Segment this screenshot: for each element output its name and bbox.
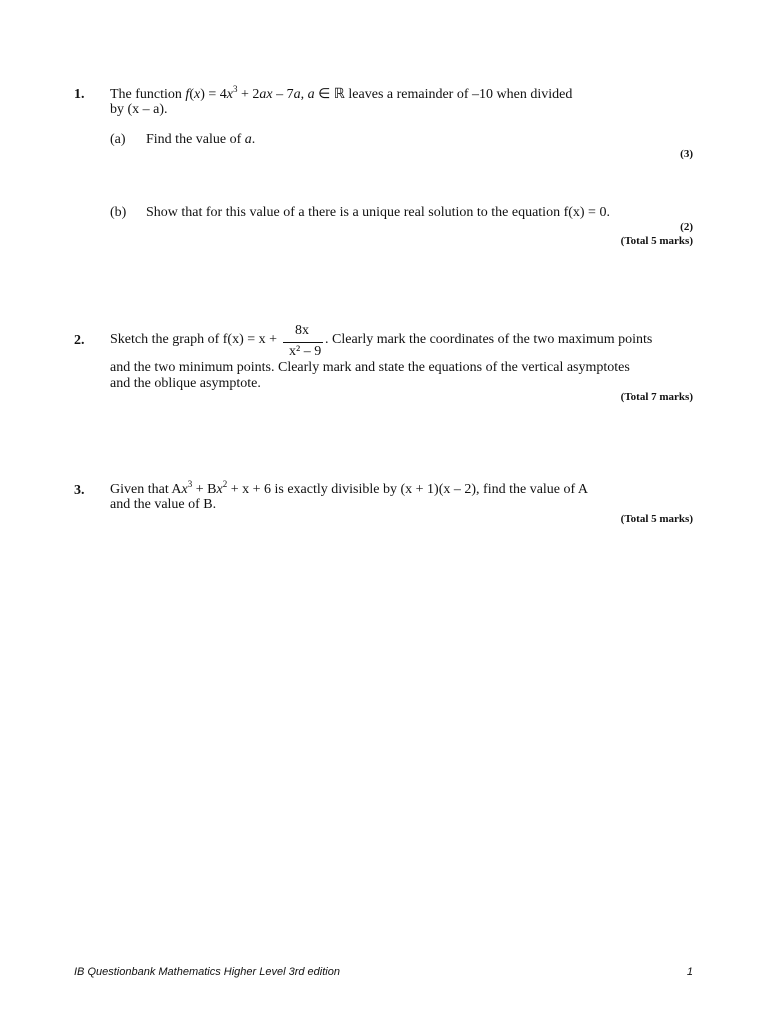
text: Given that A [110, 482, 182, 497]
text: x [181, 482, 188, 497]
fraction [283, 323, 323, 363]
question-2-line-3: and the oblique asymptote. [110, 376, 261, 391]
fraction-bar [283, 342, 323, 343]
question-1-total: (Total 5 marks) [620, 235, 693, 247]
text: ( [189, 87, 194, 102]
text: ) = 4 [200, 87, 227, 102]
text: ax [259, 87, 273, 102]
text: , [300, 87, 308, 102]
question-2-line-1-suffix: . Clearly mark the coordinates of the two maximum points [325, 332, 653, 347]
text: . [251, 132, 256, 147]
question-1-line-1 [110, 86, 572, 103]
question-2-line-2: and the two minimum points. Clearly mark and state the equations of the vertical asymptotes [110, 360, 630, 375]
question-number: 3. [74, 483, 85, 498]
part-a-marks: (3) [680, 148, 693, 160]
page-number: 1 [686, 966, 693, 978]
question-3-line-1 [110, 479, 589, 498]
text: a [293, 87, 301, 102]
text: x [216, 482, 223, 497]
part-b-label: (b) [110, 205, 127, 220]
question-number: 1. [74, 87, 85, 102]
part-a-text [146, 132, 255, 148]
fraction-denominator: x² – 9 [289, 344, 322, 359]
question-2-total: (Total 7 marks) [620, 391, 693, 403]
text: x [193, 87, 201, 102]
question-1-line-2: by (x – a). [110, 102, 168, 117]
exponent: 3 [232, 84, 238, 94]
text: f [185, 87, 190, 102]
part-b-marks: (2) [680, 221, 693, 233]
fraction-numerator: 8x [295, 323, 309, 338]
text: x [226, 87, 233, 102]
text: ∈ ℝ [314, 87, 345, 102]
text: + x + 6 is exactly divisible by (x + 1)(x – 2), find the value of A [227, 482, 589, 497]
footer-source: IB Questionbank Mathematics Higher Level 3rd edition [74, 966, 340, 978]
text: + 2 [237, 87, 260, 102]
text: leaves a remainder of –10 when divided [344, 87, 573, 102]
text: Find the value of [146, 132, 245, 147]
text: a [307, 87, 315, 102]
text: a [244, 132, 252, 147]
exponent: 3 [187, 479, 193, 489]
question-2-line-1-prefix: Sketch the graph of f(x) = x + [110, 332, 278, 347]
part-b-text: Show that for this value of a there is a unique real solution to the equation f(x) = 0. [146, 205, 610, 220]
text: The function [110, 87, 182, 102]
question-3-total: (Total 5 marks) [620, 513, 693, 525]
question-number: 2. [74, 333, 85, 348]
exponent: 2 [222, 479, 228, 489]
text: + B [192, 482, 217, 497]
part-a-label: (a) [110, 132, 126, 147]
text: – 7 [272, 87, 294, 102]
question-3-line-2: and the value of B. [110, 497, 217, 512]
